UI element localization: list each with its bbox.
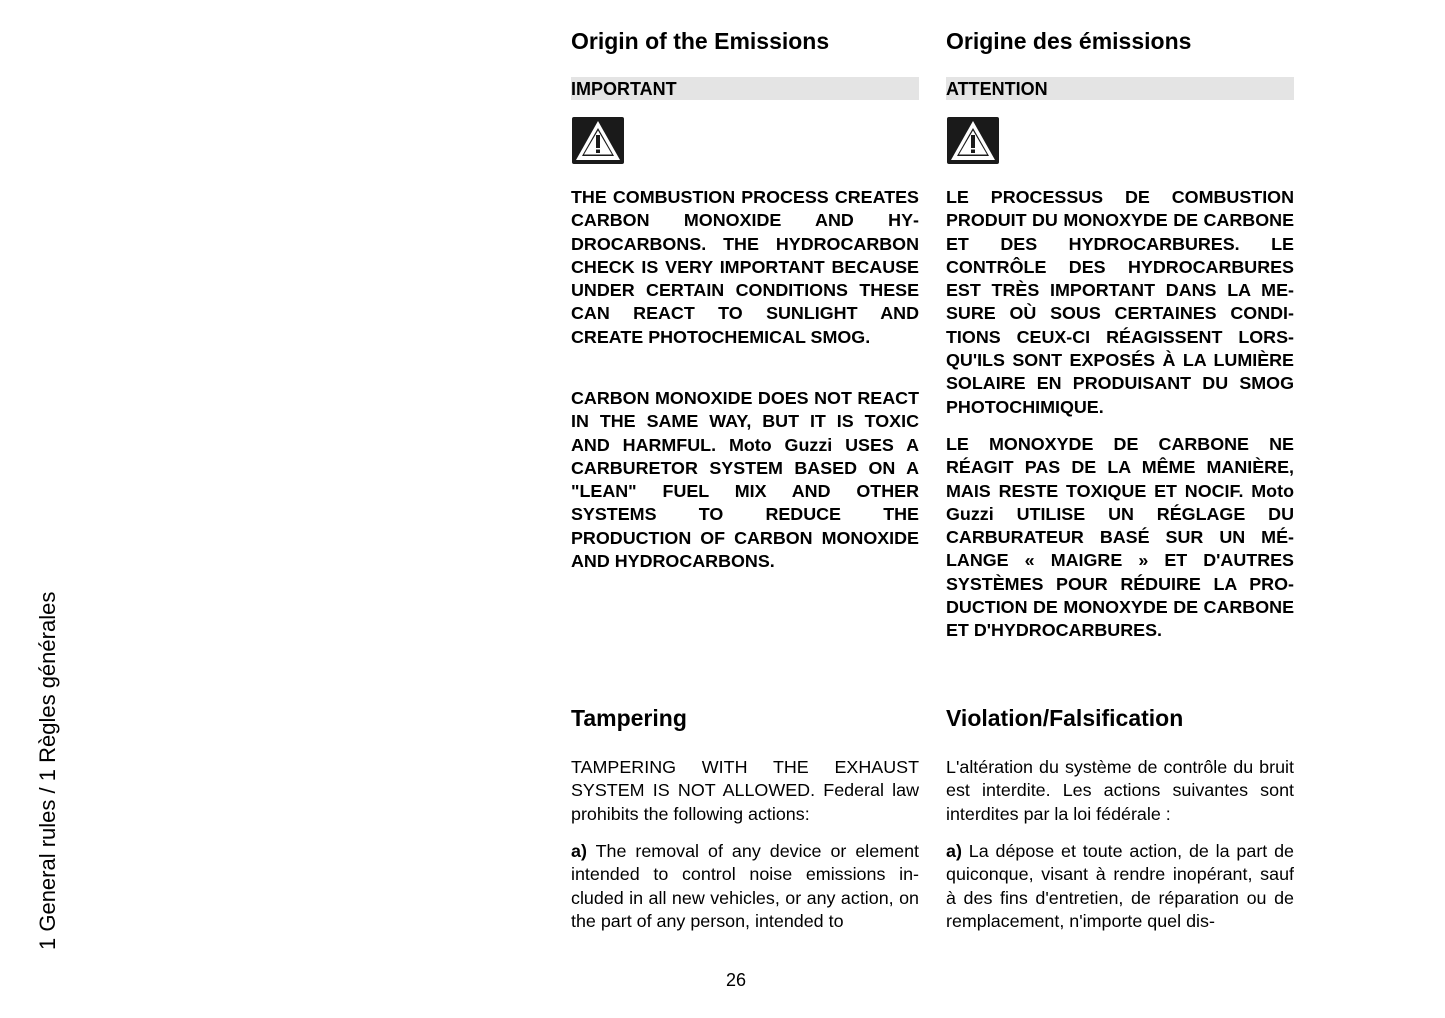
chapter-side-title [24,545,72,950]
emissions-paragraph-2-en: CARBON MONOXIDE DOES NOT REACT IN THE SAME WAY, BUT IT IS TOXIC AND HARMFUL. Moto Guzzi USES A CARBURETOR SYSTEM BASED ON A "LEAN" FUEL MIX AND OTHER SYSTEMS TO REDUCE THE PRODUCTION OF CARBON MONOXIDE AND HYDROCARBONS. [571,388,919,572]
warning-triangle-icon [572,117,624,164]
page-number: 26 [725,970,747,990]
emissions-heading-en: Origin of the Emissions [571,28,830,54]
emissions-heading-fr: Origine des émissions [946,28,1192,54]
attention-note-bar: ATTENTION [946,77,1294,100]
tampering-intro-fr: L'altération du système de contrôle du bruit est interdite. Les actions suivantes sont interdites par la loi fédérale : [946,757,1294,824]
tampering-item-a-en [571,840,919,933]
emissions-paragraph-1-fr: LE PROCESSUS DE COMBUSTION PRODUIT DU MONOXYDE DE CARBONE ET DES HYDROCARBURES. LE CONTRÔLE DES HYDROCARBURES EST TRÈS IMPORTANT DANS LA MESURE OÙ SOUS CERTAINES CONDITIONS CEUX-CI RÉAGISSENT LORSQU'ILS SONT EXPOSÉS À LA LUMIÈRE SOLAIRE EN PRODUISANT DU SMOG PHOTOCHIMIQUE. [946,187,1294,417]
item-a-label-en: a) [571,841,587,861]
tampering-intro-en: TAMPERING WITH THE EXHAUST SYSTEM IS NOT ALLOWED. Federal law prohibits the following actions: [571,757,919,824]
item-a-text-fr: La dépose et toute action, de la part de quiconque, visant à rendre inopérant, sauf à des fins d'entretien, de réparation ou de remplacement, n'importe quel dis- [946,841,1294,931]
important-note-bar: IMPORTANT [571,77,919,100]
tampering-item-a-fr [946,840,1294,933]
item-a-label-fr: a) [946,841,962,861]
item-a-text-en: The removal of any device or element intended to control noise emissions included in all new vehicles, or any action, on the part of any person, intended to [571,841,919,931]
tampering-heading-fr: Violation/Falsification [946,705,1184,731]
tampering-heading-en: Tampering [571,705,687,731]
warning-triangle-icon [947,117,999,164]
chapter-side-title-text: 1 General rules / 1 Règles générales [35,591,60,950]
emissions-paragraph-1-en: THE COMBUSTION PROCESS CREATES CARBON MONOXIDE AND HYDROCARBONS. THE HYDROCARBON CHECK IS VERY IMPORTANT BECAUSE UNDER CERTAIN CONDITIONS THESE CAN REACT TO SUNLIGHT AND CREATE PHOTOCHEMICAL SMOG. [571,187,919,347]
emissions-paragraph-2-fr: LE MONOXYDE DE CARBONE NE RÉAGIT PAS DE LA MÊME MANIÈRE, MAIS RESTE TOXIQUE ET NOCIF. Moto Guzzi UTILISE UN RÉGLAGE DU CARBURATEUR BASÉ SUR UN MÉLANGE « MAIGRE » ET D'AUTRES SYSTÈMES POUR RÉDUIRE LA PRODUCTION DE MONOXYDE DE CARBONE ET D'HYDROCARBURES. [946,434,1294,641]
